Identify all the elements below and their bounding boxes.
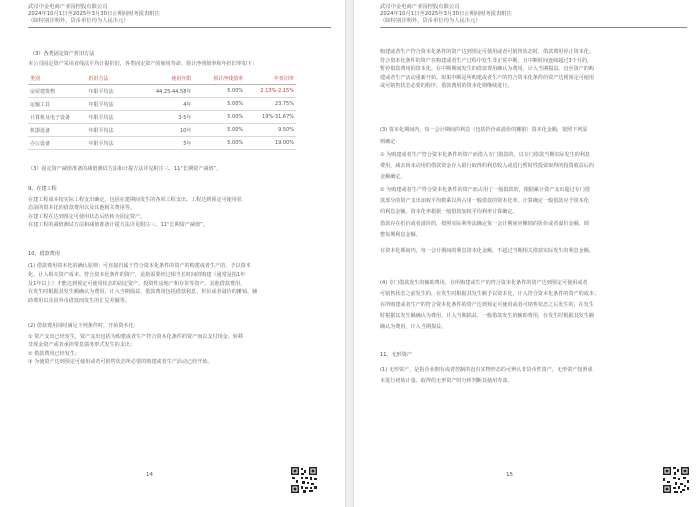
section-title: 9、在建工程 <box>28 186 57 192</box>
table-cell: 5.00% <box>193 124 245 137</box>
paragraph-line: 建或者生产活动重新开始。如果中断是所购建或者生产的符合资本化条件的资产达到预定可使用 <box>380 75 594 81</box>
table-cell: 5年 <box>136 137 194 150</box>
table-cell: 5.00% <box>193 98 245 111</box>
paragraph-line: 在建工程的减值测试方法和减值准备计提方法详见附注三、11“长期资产减值”。 <box>28 222 208 228</box>
paragraph: （3）固定资产减值准备的减值测试方法和计提方法详见附注三、11“长期资产减值”。 <box>28 166 222 172</box>
paragraph-line: 费用，减去尚未动用的借款资金存入银行取得的利息收入或进行暂时性投资取得的投资收益后的 <box>380 163 594 169</box>
depreciation-table <box>28 73 296 150</box>
table-cell: 5.00% <box>193 137 245 150</box>
table-cell: 19.00% <box>245 137 296 150</box>
table-header-cell: 折旧方法 <box>87 73 136 85</box>
table-cell: 23.75% <box>245 98 296 111</box>
table-cell: 年限平均法 <box>87 124 136 137</box>
paragraph-line: 在所购建或者生产的符合资本化条件的资产达到预定可使用或者可销售状态之后发生的，在发生 <box>380 302 594 308</box>
table-row <box>28 98 296 111</box>
qr-code-icon <box>662 466 690 494</box>
page-number: 15 <box>506 472 513 478</box>
paragraph-line: 在建工程成本按实际工程支出确定，包括在建期间发生的各项工程支出、工程达到预定可使用状 <box>28 197 242 203</box>
paragraph-line: 在发生时根据其发生额确认为费用，计入当期损益。借款费用包括借款利息、折价或者溢价的摊销、辅 <box>28 289 258 295</box>
paragraph-line: (1) 无形资产，是指企业拥有或者控制的没有实物形态的可辨认非货币性资产。无形资产按照成 <box>380 367 593 373</box>
table-cell: 年限平均法 <box>87 111 136 124</box>
header-rule <box>380 27 687 28</box>
table-cell: 机器设备 <box>28 124 87 137</box>
table-cell: 年限平均法 <box>87 85 136 98</box>
table-cell: 年限平均法 <box>87 137 136 150</box>
table-cell: 5.00% <box>193 85 245 98</box>
table-cell: 运输工具 <box>28 98 87 111</box>
paragraph-title: 则确定： <box>380 139 401 145</box>
report-period: 2024年10月1日至2025年3月30日止期间财务报表附注 <box>380 11 512 18</box>
paragraph-line: 可销售状态之前发生的，在发生时根据其发生额予以资本化，计入符合资本化条件的资产的成本； <box>380 291 600 297</box>
table-cell: 年限平均法 <box>87 98 136 111</box>
table-header-cell: 使用年限 <box>136 73 194 85</box>
document-page-right <box>354 0 699 507</box>
table-cell: 房屋建筑物 <box>28 85 87 98</box>
paragraph-line: 确认为费用，计入当期损益。 <box>380 324 447 330</box>
paragraph-line: 或可销售状态必要的程序，借款费用的资本化则继续进行。 <box>380 83 513 89</box>
table-header-cell: 类别 <box>28 73 87 85</box>
paragraph-line: ② 为购建或者生产符合资本化条件的资产而占用了一般借款的，根据累计资产支出超过专门借 <box>380 187 590 193</box>
table-cell: 2.13%-2.15% <box>245 85 296 98</box>
table-cell: 44.25-44.58年 <box>136 85 194 98</box>
paragraph-line: 助费用以及因外币借款而发生的汇兑差额等。 <box>28 298 130 304</box>
table-cell: 4年 <box>136 98 194 111</box>
page-header <box>380 4 512 26</box>
table-cell: 办公设备 <box>28 137 87 150</box>
paragraph: 本公司固定资产采用直线法平均计提折旧，各类固定资产的使用寿命、预计净残值率和年折旧率如下： <box>28 61 258 67</box>
document-page-left <box>0 0 345 507</box>
table-cell: 19%-31.67% <box>245 111 296 124</box>
table-cell: 3-5年 <box>136 111 194 124</box>
table-header-row <box>28 73 296 85</box>
paragraph-line: ② 借款费用已经发生； <box>28 351 81 357</box>
section-title: （3）各类固定资产折旧方法 <box>30 51 95 57</box>
table-row <box>28 124 296 137</box>
paragraph-line: 及1年以上）才能达到预定可使用状态的固定资产、投资性房地产和存货等资产。其他借款费用， <box>28 281 246 287</box>
page-gutter <box>345 0 354 507</box>
paragraph-title: (2) 借款费用同时满足下列条件时，开始资本化： <box>28 323 139 329</box>
table-row <box>28 111 296 124</box>
paragraph-line: 金额确定。 <box>380 174 406 180</box>
paragraph-line: 时根据其发生额确认为费用，计入当期损益。一般借款发生的辅助费用，在发生时根据其发生额 <box>380 313 594 319</box>
paragraph-line: (4) 专门借款发生的辅助费用，在所购建或生产的符合资本化条件的资产达到预定可使用或者 <box>380 280 588 286</box>
header-rule <box>28 27 331 28</box>
paragraph-line: 本进行初始计量。取得的无形资产时分析判断其使用寿命。 <box>380 378 513 384</box>
paragraph-line: 暂停借款费用的资本化。在中断期间发生的借款费用确认为费用，计入当期损益，直至资产的购 <box>380 66 594 72</box>
table-cell: 5.00% <box>193 111 245 124</box>
qr-code-icon <box>290 466 318 494</box>
table-cell: 计算机及电子设备 <box>28 111 87 124</box>
paragraph-line: ① 为购建或者生产符合资本化条件的资产而借入专门借款的，以专门借款当期实际发生的利息 <box>380 152 590 158</box>
paragraph-line: 在建工程在达到预定可使用状态后结转为固定资产。 <box>28 214 146 220</box>
paragraph-line: 符合资本化条件的资产在购建或者生产过程中发生非正常中断，且中断时间连续超过3个月的， <box>380 58 593 64</box>
table-header-cell: 年折旧率 <box>245 73 296 85</box>
section-title: 10、借款费用 <box>28 251 60 257</box>
paragraph-line: ③ 为使资产达到预定可使用或者可销售状态所必要的购建或者生产活动已经开始。 <box>28 359 213 365</box>
paragraph-line: 借款存在折价或者溢价的，按照实际利率法确定每一会计期间应摊销的折价或者溢价金额，调 <box>380 221 589 227</box>
table-cell: 10年 <box>136 124 194 137</box>
paragraph-line: 非现金资产或者承担带息债务形式发生的支出； <box>28 342 135 348</box>
currency-note: （除特别注明外，货币单位均为人民币元） <box>28 18 129 25</box>
paragraph-line: (1) 借款费用资本化的确认原则：可直接归属于符合资本化条件的资产的购建或者生产的，予以资本 <box>28 263 251 269</box>
table-row <box>28 137 296 150</box>
page-header <box>28 4 160 26</box>
table-header-cell: 预计净残值率 <box>193 73 245 85</box>
paragraph-line: 态前的资本化的借款费用以及其他相关费用等。 <box>28 205 135 211</box>
table-cell: 9.50% <box>245 124 296 137</box>
section-title: 11、无形资产 <box>380 352 412 358</box>
paragraph-line: 化，计入相关资产成本。符合资本化条件的资产，是指需要经过相当长时间的购建（通常是指1年 <box>28 272 246 278</box>
paragraph-line: 整每期利息金额。 <box>380 232 421 238</box>
paragraph-line: 在资本化期间内，每一会计期间的利息资本化金额，不超过当期相关借款实际发生的利息金额。 <box>380 248 594 254</box>
paragraph-line: 的利息金额。资本化率根据一般借款加权平均利率计算确定。 <box>380 209 518 215</box>
company-name: 武汉中金电商产业园控股有限公司 <box>380 4 460 10</box>
report-period: 2024年10月1日至2025年3月30日止期间财务报表附注 <box>28 11 160 18</box>
paragraph-line: ① 资产支出已经发生，资产支出包括为购建或者生产符合资本化条件的资产而以支付现金、转移 <box>28 334 244 340</box>
page-number: 14 <box>146 472 153 478</box>
paragraph-title: (3) 资本化期间内，每一会计期间的利息（包括折价或溢价的摊销）资本化金额，按照下列原 <box>380 127 588 133</box>
table-row <box>28 85 296 98</box>
company-name: 武汉中金电商产业园控股有限公司 <box>28 4 108 10</box>
paragraph-line: 款部分的资产支出加权平均数乘以所占用一般借款的资本化率，计算确定一般借款应予资本化 <box>380 198 589 204</box>
currency-note: （除特别注明外，货币单位均为人民币元） <box>380 18 481 25</box>
paragraph-line: 购建或者生产符合资本化条件的资产达到预定可使用或者可销售状态时，借款费用停止资本化。 <box>380 49 594 55</box>
